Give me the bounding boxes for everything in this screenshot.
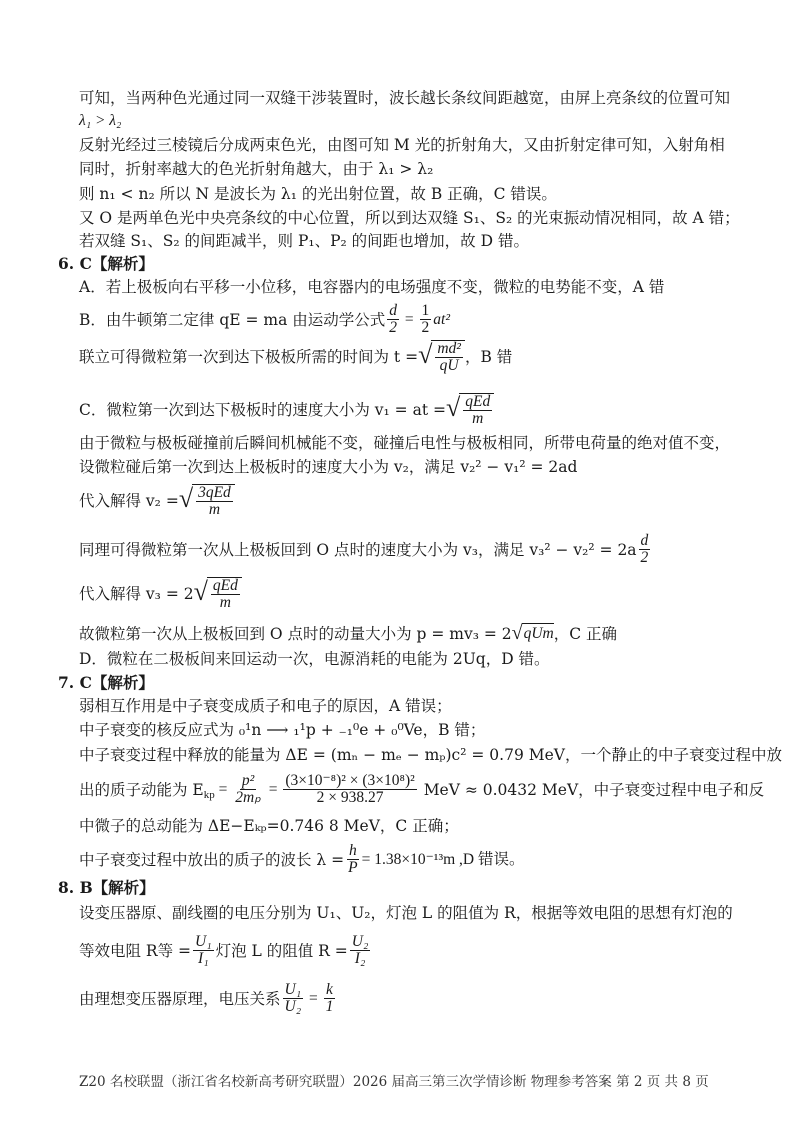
text-segment: 代入解得 v₃ = 2	[79, 585, 194, 603]
text-line: 中微子的总动能为 ΔE−Eₖₚ=0.746 8 MeV，C 正确；	[79, 817, 459, 835]
square-root: √ $\frac{\text{qEd}}{m}$	[194, 577, 242, 611]
text-line: 设变压器原、副线圈的电压分别为 U₁、U₂，灯泡 L 的阻值为 R，根据等效电阻的思想有灯泡的	[79, 904, 733, 922]
text-line: 中子衰变的核反应式为 ₀¹n ⟶ ₁¹p + ₋₁⁰e + ₀⁰Ve，B 错；	[79, 721, 486, 739]
text-line	[79, 577, 242, 611]
text-line	[79, 623, 617, 644]
text-segment: C．微粒第一次到达下极板时的速度大小为 v₁ = at =	[79, 401, 446, 419]
fraction	[639, 533, 651, 566]
denominator: U₂	[284, 998, 302, 1015]
fraction	[283, 982, 304, 1015]
subscript: kp	[203, 788, 215, 801]
question-heading: 6. C【解析】	[58, 254, 154, 273]
numerator: (3×10⁻⁸)² × (3×10⁸)²	[285, 772, 415, 789]
fraction	[346, 843, 359, 876]
square-root: √ $\frac{\text{qEd}}{m}$	[446, 393, 494, 427]
text-segment: 同理可得微粒第一次从上极板回到 O 点时的速度大小为 v₃，满足 v₃² − v₂² = 2a	[79, 540, 637, 559]
numerator: U₂	[351, 933, 369, 950]
text-segment: 灯泡 L 的阻值 R =	[215, 941, 348, 960]
square-root: √ $\frac{\text{3qEd}}{m}$	[179, 484, 235, 518]
fraction	[387, 303, 399, 336]
fraction	[283, 773, 416, 806]
text-line: 可知，当两种色光通过同一双缝干涉装置时，波长越长条纹间距越宽，由屏上亮条纹的位置可知	[79, 89, 731, 107]
text-segment: 故微粒第一次从上极板回到 O 点时的动量大小为 p = mv₃ = 2	[79, 624, 512, 643]
denominator: 2mₚ	[235, 789, 261, 806]
radicand: qUm	[523, 625, 554, 642]
numerator: d	[389, 302, 398, 319]
denominator: m	[208, 501, 221, 518]
fraction	[420, 303, 432, 336]
square-root: √ qUm	[511, 622, 554, 644]
page-footer: Z20 名校联盟（浙江省名校新高考研究联盟）2026 届高三第三次学情诊断 物理参考答案 第 2 页 共 8 页	[79, 1074, 709, 1090]
text-line: 中子衰变过程中释放的能量为 ΔE = (mₙ − mₑ − mₚ)c² = 0.79 MeV，一个静止的中子衰变过程中放	[79, 746, 782, 764]
question-heading: 7. C【解析】	[58, 673, 154, 692]
denominator: m	[219, 594, 231, 611]
numerator: h	[349, 842, 357, 859]
text-line	[79, 843, 524, 876]
text-segment: B．由牛顿第二定律 qE = ma 由运动学公式	[79, 310, 386, 329]
numerator: U₁	[195, 933, 212, 950]
text-line: 由理想变压器原理，电压关系 $\frac{\text{U₁}}{\text{U₂}}$ = $\frac{k}{1}$	[79, 981, 334, 1015]
text-segment: 中子衰变过程中放出的质子的波长 λ =	[79, 850, 345, 869]
text-segment: 出的质子动能为 E	[79, 780, 204, 799]
numerator: d	[640, 532, 649, 549]
numerator: k	[326, 981, 333, 998]
text-line: 若双缝 S₁、S₂ 的间距减半，则 P₁、P₂ 的间距也增加，故 D 错。	[79, 232, 529, 250]
text-segment: 由理想变压器原理，电压关系	[79, 989, 281, 1008]
question-heading: 8. B【解析】	[58, 878, 155, 897]
text-line: B．由牛顿第二定律 qE = ma 由运动学公式 $\frac{d}{2}$ = $\frac{1}{2}$ at²	[79, 302, 450, 336]
numerator: 3qEd	[198, 484, 231, 501]
text-line	[79, 533, 652, 566]
text-line: A．若上极板向右平移一小位移，电容器内的电场强度不变，微粒的电势能不变，A 错	[79, 278, 665, 296]
fraction	[233, 773, 263, 806]
text-segment: ，B 错	[464, 348, 513, 366]
text-line	[79, 934, 372, 967]
text-line: 则 n₁ < n₂ 所以 N 是波长为 λ₁ 的光出射位置，故 B 正确，C 错误。	[79, 185, 557, 203]
fraction	[350, 934, 371, 967]
numerator: U₁	[284, 981, 302, 998]
text-line: D．微粒在二极板间来回运动一次，电源消耗的电能为 2Uq，D 错。	[79, 650, 550, 668]
denominator: I₁	[198, 950, 209, 967]
numerator: qEd	[465, 393, 491, 410]
numerator: qEd	[212, 577, 238, 594]
square-root: √ $\frac{\text{md²}}{qU}$	[418, 340, 465, 374]
denominator: I₂	[354, 950, 366, 967]
numerator: md²	[437, 340, 461, 357]
fraction	[193, 934, 214, 967]
text-line: 设微粒碰后第一次到达上极板时的速度大小为 v₂，满足 v₂² − v₁² = 2ad	[79, 458, 578, 476]
formula-term: at²	[433, 310, 450, 328]
text-segment: = 1.38×10⁻¹³m ,D 错误。	[361, 850, 525, 868]
text-segment: 等效电阻 R等 =	[79, 941, 192, 960]
text-line: 由于微粒与极板碰撞前后瞬间机械能不变，碰撞后电性与极板相同，所带电荷量的绝对值不变，	[79, 434, 731, 452]
text-line: 又 O 是两单色光中央亮条纹的中心位置，所以到达双缝 S₁、S₂ 的光束振动情况相同，故 A 错；	[79, 209, 740, 227]
text-segment: 联立可得微粒第一次到达下极板所需的时间为 t =	[79, 348, 419, 366]
denominator: m	[472, 410, 484, 427]
denominator: 2	[389, 319, 398, 336]
denominator: qU	[439, 357, 459, 374]
text-line: 反射光经过三棱镜后分成两束色光，由图可知 M 光的折射角大，又由折射定律可知，入射角相	[79, 136, 725, 154]
text-segment: MeV ≈ 0.0432 MeV，中子衰变过程中电子和反	[423, 780, 765, 799]
text-segment: ，C 正确	[553, 624, 618, 643]
text-line	[79, 393, 494, 427]
text-line	[79, 484, 235, 518]
text-line: 同时，折射率越大的色光折射角越大，由于 λ₁ > λ₂	[79, 160, 434, 178]
numerator: 1	[421, 302, 430, 319]
text-line	[79, 340, 512, 374]
text-segment: 代入解得 v₂ =	[79, 492, 179, 510]
text-line: 出的质子动能为 E $_{kp}$ = $\frac{\text{p²}}{\text{2mₚ}}$ = $\frac{\text{(3×10⁻⁸)² × (3×10⁸)²}}{2 \times 938.27}$ MeV ≈ 0.0432 MeV，中子衰变过程中电子和反	[79, 772, 765, 806]
fraction	[324, 982, 336, 1015]
numerator: p²	[241, 772, 255, 789]
denominator: 2	[640, 549, 649, 566]
denominator: P	[348, 859, 358, 876]
denominator: 2	[421, 319, 430, 336]
denominator: 2 × 938.27	[316, 789, 384, 806]
text-line: λ₁ > λ₂	[79, 112, 122, 129]
denominator: 1	[325, 998, 334, 1015]
text-line: 弱相互作用是中子衰变成质子和电子的原因，A 错误；	[79, 697, 452, 715]
